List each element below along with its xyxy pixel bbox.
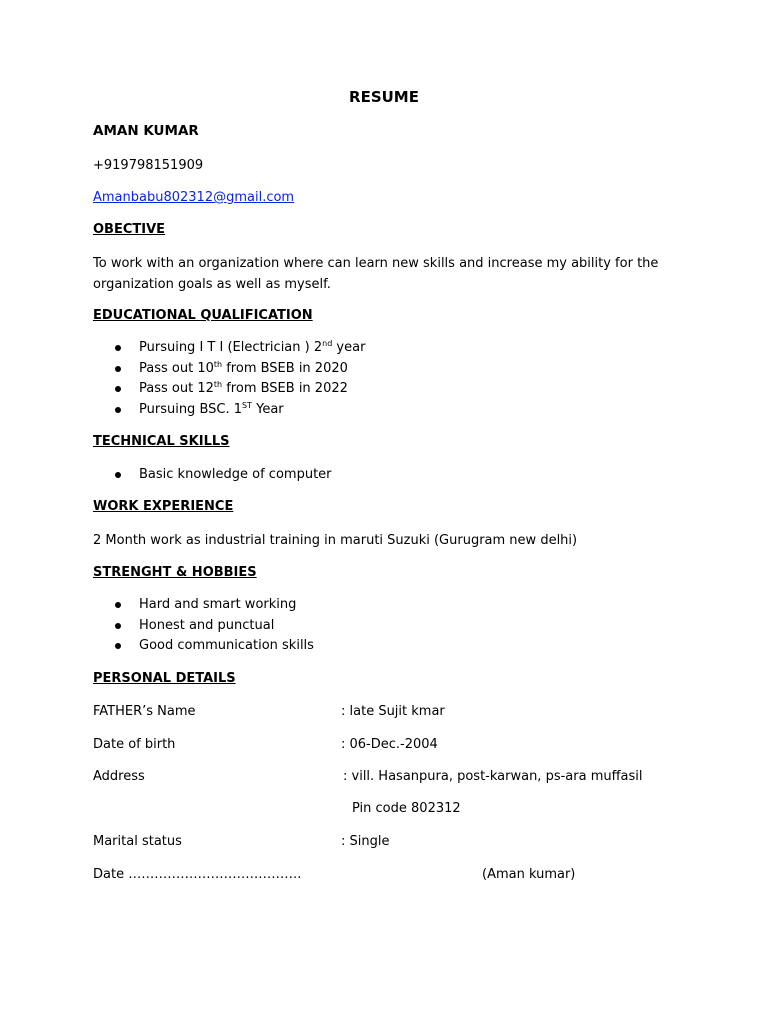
marital-status-label: Marital status <box>93 834 182 849</box>
phone-number: +919798151909 <box>93 158 204 173</box>
father-name-label: FATHER’s Name <box>93 704 196 719</box>
list-item: Basic knowledge of computer <box>93 465 332 486</box>
bullet-icon <box>115 407 121 413</box>
technical-skills-heading: TECHNICAL SKILLS <box>93 434 230 449</box>
email-link[interactable]: Amanbabu802312@gmail.com <box>93 190 295 205</box>
list-item: Pass out 10th from BSEB in 2020 <box>93 359 365 380</box>
candidate-name: AMAN KUMAR <box>93 123 199 139</box>
bullet-icon <box>115 623 121 629</box>
bullet-icon <box>115 386 121 392</box>
bullet-icon <box>115 345 121 351</box>
list-item: Pass out 12th from BSEB in 2022 <box>93 379 365 400</box>
list-item: Pursuing BSC. 1ST Year <box>93 400 365 421</box>
objective-heading: OBECTIVE <box>93 222 166 237</box>
father-name-value: : late Sujit kmar <box>341 704 445 719</box>
marital-status-value: : Single <box>341 834 390 849</box>
strengths-heading: STRENGHT & HOBBIES <box>93 565 257 580</box>
bullet-icon <box>115 643 121 649</box>
address-value: : vill. Hasanpura, post-karwan, ps-ara muffasil <box>343 769 643 784</box>
strengths-list <box>93 595 314 657</box>
list-item: Pursuing I T I (Electrician ) 2nd year <box>93 338 365 359</box>
education-list <box>93 338 365 420</box>
list-item: Honest and punctual <box>93 616 314 637</box>
list-item: Hard and smart working <box>93 595 314 616</box>
bullet-icon <box>115 366 121 372</box>
personal-details-heading: PERSONAL DETAILS <box>93 671 236 686</box>
document-title: RESUME <box>349 88 419 106</box>
work-experience-text: 2 Month work as industrial training in maruti Suzuki (Gurugram new delhi) <box>93 533 578 548</box>
dob-value: : 06-Dec.-2004 <box>341 737 438 752</box>
pincode-value: Pin code 802312 <box>352 801 461 816</box>
address-label: Address <box>93 769 145 784</box>
education-heading: EDUCATIONAL QUALIFICATION <box>93 308 313 323</box>
date-line: Date …………………………………. <box>93 867 302 882</box>
bullet-icon <box>115 602 121 608</box>
dob-label: Date of birth <box>93 737 176 752</box>
signature-name: (Aman kumar) <box>482 867 576 882</box>
objective-text: To work with an organization where can learn new skills and increase my ability for the organization goals as well as myself. <box>93 256 659 292</box>
work-experience-heading: WORK EXPERIENCE <box>93 499 234 514</box>
list-item: Good communication skills <box>93 636 314 657</box>
technical-skills-list <box>93 465 332 486</box>
bullet-icon <box>115 472 121 478</box>
